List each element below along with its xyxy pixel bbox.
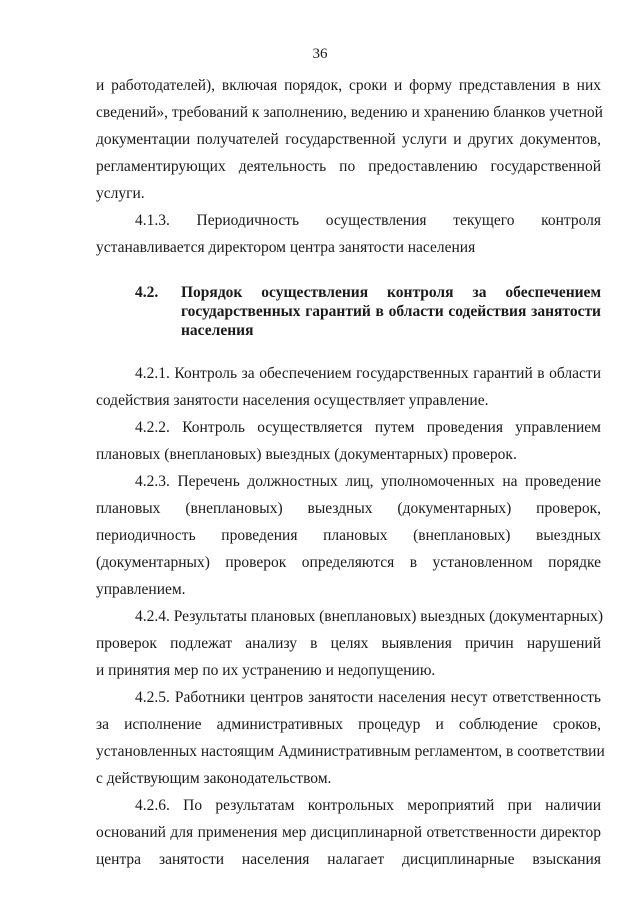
text-line: плановых (внеплановых) выездных (документарных) проверок.: [96, 446, 517, 463]
text-line: 4.2.5. Работники центров занятости населения несут ответственность: [135, 689, 601, 706]
section-heading-line: населения: [181, 322, 254, 339]
text-line: и работодателей), включая порядок, сроки и форму представления в них: [96, 77, 601, 94]
text-line: 4.2.3. Перечень должностных лиц, уполномоченных на проведение: [135, 473, 601, 490]
section-number: 4.2.: [135, 284, 159, 301]
text-line: (документарных) проверок определяются в установленном порядке: [96, 554, 601, 571]
text-line: установленных настоящим Административным регламентом, в соответствии: [96, 743, 605, 760]
text-line: регламентирующих деятельность по предоставлению государственной: [96, 158, 601, 175]
text-line: содействия занятости населения осуществляет управление.: [96, 392, 489, 409]
section-heading-line: государственных гарантий в области содействия занятости: [181, 303, 601, 320]
page-number: 36: [312, 46, 328, 62]
section-heading-line: Порядок осуществления контроля за обеспечением: [181, 284, 601, 301]
text-line: сведений», требований к заполнению, ведению и хранению бланков учетной: [96, 104, 603, 121]
text-line: 4.2.2. Контроль осуществляется путем проведения управлением: [135, 419, 601, 436]
text-line: и принятия мер по их устранению и недопущению.: [96, 662, 436, 679]
text-line: периодичность проведения плановых (внеплановых) выездных: [96, 527, 601, 544]
text-line: за исполнение административных процедур и соблюдение сроков,: [96, 716, 601, 733]
text-line: плановых (внеплановых) выездных (документарных) проверок,: [96, 500, 601, 517]
text-line: 4.2.1. Контроль за обеспечением государственных гарантий в области: [135, 365, 601, 382]
text-line: оснований для применения мер дисциплинарной ответственности директор: [96, 824, 601, 841]
text-line: управлением.: [96, 581, 186, 598]
text-line: документации получателей государственной услуги и других документов,: [96, 131, 601, 148]
text-line: центра занятости населения налагает дисциплинарные взыскания: [96, 851, 601, 868]
text-line: устанавливается директором центра занятости населения: [96, 239, 476, 256]
text-line: 4.2.4. Результаты плановых (внеплановых) выездных (документарных): [135, 608, 603, 625]
text-line: услуги.: [96, 185, 145, 202]
text-line: 4.2.6. По результатам контрольных мероприятий при наличии: [135, 797, 601, 814]
text-line: проверок подлежат анализу в целях выявления причин нарушений: [96, 635, 601, 652]
text-line: с действующим законодательством.: [96, 770, 332, 787]
text-line: 4.1.3. Периодичность осуществления текущего контроля: [135, 212, 601, 229]
